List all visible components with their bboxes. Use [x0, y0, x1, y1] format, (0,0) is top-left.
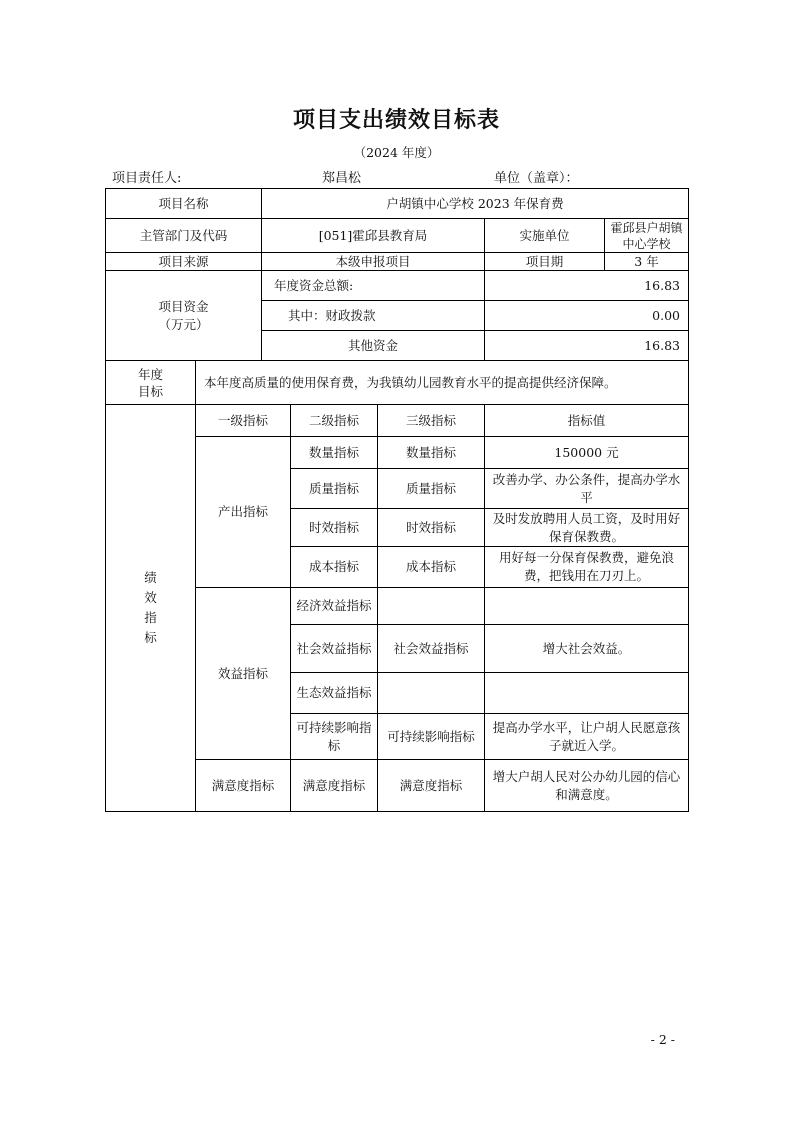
output-row-value: 及时发放聘用人员工资，及时用好保育保教费。 — [485, 509, 688, 547]
output-row-l3: 数量指标 — [378, 437, 485, 469]
impl-value: 霍邱县户胡镇中心学校 — [605, 219, 688, 253]
output-row-l3: 成本指标 — [378, 547, 485, 588]
benefit-indicator-label: 效益指标 — [196, 588, 291, 760]
benefit-row-value: 提高办学水平，让户胡人民愿意孩子就近入学。 — [485, 714, 688, 760]
page-number: - 2 - — [650, 1032, 675, 1047]
project-name-value: 户胡镇中心学校 2023 年保育费 — [262, 189, 688, 219]
benefit-row-l3 — [378, 673, 485, 714]
goal-label-line1: 年度 — [137, 366, 163, 382]
responsible-name: 郑昌松 — [322, 171, 362, 186]
benefit-row-l2: 社会效益指标 — [291, 625, 378, 673]
benefit-row-l2: 生态效益指标 — [291, 673, 378, 714]
col-header-l3: 三级指标 — [378, 405, 485, 437]
page-title: 项目支出绩效目标表 — [292, 108, 500, 133]
funds-other-label: 其他资金 — [262, 331, 485, 361]
period-label: 项目期 — [485, 253, 605, 271]
benefit-row-l2: 可持续影响指标 — [291, 714, 378, 760]
col-header-l1: 一级指标 — [196, 405, 291, 437]
satisfaction-row-value: 增大户胡人民对公办幼儿园的信心和满意度。 — [492, 768, 681, 802]
perf-side-char: 效 — [144, 590, 157, 605]
funds-fiscal-label: 其中：财政拨款 — [262, 301, 485, 331]
benefit-row-l3: 社会效益指标 — [378, 625, 485, 673]
year-label: （2024 年度） — [353, 145, 440, 160]
benefit-row-value: 增大社会效益。 — [485, 625, 688, 673]
output-row-l2: 数量指标 — [291, 437, 378, 469]
benefit-row-l3: 可持续影响指标 — [378, 714, 485, 760]
funds-fiscal-value: 0.00 — [485, 301, 688, 331]
benefit-row-value — [485, 588, 688, 625]
goal-label-line2: 目标 — [137, 383, 163, 399]
satisfaction-row-l2: 满意度指标 — [291, 760, 378, 811]
source-value: 本级申报项目 — [262, 253, 485, 271]
perf-side-char: 绩 — [144, 570, 157, 585]
performance-table — [105, 188, 689, 812]
col-header-value: 指标值 — [485, 405, 688, 437]
col-header-l2: 二级指标 — [291, 405, 378, 437]
period-value: 3 年 — [605, 253, 688, 271]
source-label: 项目来源 — [106, 253, 262, 271]
funds-label-line1: 项目资金 — [158, 298, 209, 314]
goal-label — [106, 361, 196, 405]
responsible-label: 项目责任人: — [112, 171, 182, 186]
benefit-row-value — [485, 673, 688, 714]
output-row-l3: 质量指标 — [378, 469, 485, 509]
output-row-l2: 成本指标 — [291, 547, 378, 588]
output-row-l2: 质量指标 — [291, 469, 378, 509]
funds-label — [106, 271, 262, 361]
satisfaction-indicator-label: 满意度指标 — [196, 760, 291, 811]
dept-value: [051]霍邱县教育局 — [262, 219, 485, 253]
output-row-l2: 时效指标 — [291, 509, 378, 547]
funds-other-value: 16.83 — [485, 331, 688, 361]
impl-label: 实施单位 — [485, 219, 605, 253]
output-indicator-label: 产出指标 — [196, 437, 291, 588]
output-row-l3: 时效指标 — [378, 509, 485, 547]
funds-label-line2: （万元） — [158, 316, 209, 332]
output-row-value: 改善办学、办公条件，提高办学水平 — [485, 469, 688, 509]
dept-label: 主管部门及代码 — [106, 219, 262, 253]
funds-total-value: 16.83 — [485, 271, 688, 301]
satisfaction-row-l3: 满意度指标 — [378, 760, 485, 811]
project-name-label: 项目名称 — [106, 189, 262, 219]
perf-side-char: 指 — [144, 610, 157, 625]
goal-text: 本年度高质量的使用保育费，为我镇幼儿园教育水平的提高提供经济保障。 — [196, 361, 688, 405]
benefit-row-l3 — [378, 588, 485, 625]
benefit-row-l2: 经济效益指标 — [291, 588, 378, 625]
perf-side-label — [106, 405, 196, 811]
output-row-value: 150000 元 — [485, 437, 688, 469]
perf-side-char: 标 — [144, 630, 157, 645]
unit-label: 单位（盖章）： — [494, 171, 579, 186]
funds-total-label: 年度资金总额: — [262, 271, 485, 301]
output-row-value: 用好每一分保育保教费，避免浪费，把钱用在刀刃上。 — [485, 547, 688, 588]
